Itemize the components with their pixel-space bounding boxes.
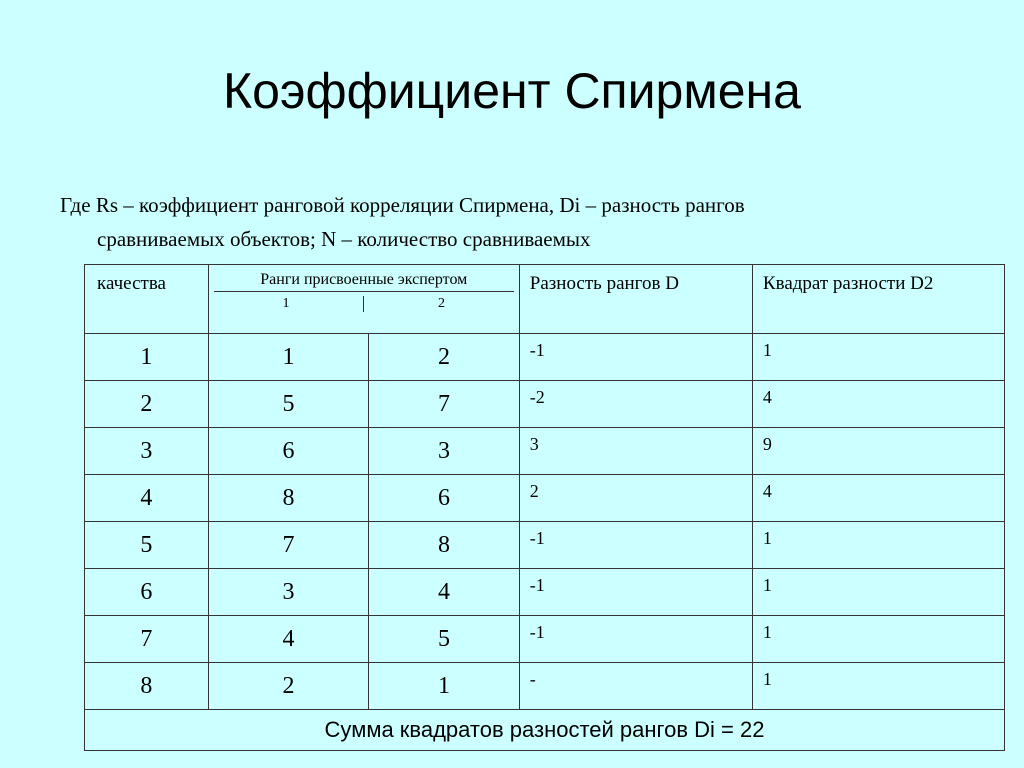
cell-square: 1: [752, 616, 1004, 663]
cell-rank-2: 7: [369, 381, 519, 428]
table-row: [85, 381, 1005, 428]
description: [60, 188, 960, 256]
cell-rank-1: 5: [208, 381, 369, 428]
cell-rank-2: 4: [369, 569, 519, 616]
header-expert-1: 1: [209, 296, 365, 312]
description-line-2: сравниваемых объектов; N – количество сравниваемых: [97, 227, 591, 251]
cell-rank-2: 6: [369, 475, 519, 522]
header-ranks-title: Ранги присвоенные экспертом: [214, 265, 514, 292]
cell-quality: 6: [85, 569, 209, 616]
table-header-row: [85, 265, 1005, 334]
cell-rank-1: 4: [208, 616, 369, 663]
table-row: [85, 475, 1005, 522]
slide-title: Коэффициент Спирмена: [223, 63, 801, 119]
header-diff: Разность рангов D: [519, 265, 752, 334]
cell-diff: -1: [519, 522, 752, 569]
cell-diff: -1: [519, 616, 752, 663]
header-quality: качества: [85, 265, 209, 334]
header-expert-2: 2: [438, 296, 446, 311]
description-line-1: Где Rs – коэффициент ранговой корреляции Спирмена, Di – разность рангов: [60, 193, 745, 217]
cell-quality: 5: [85, 522, 209, 569]
table-row: [85, 522, 1005, 569]
table-row: [85, 616, 1005, 663]
spearman-table: [84, 264, 1005, 751]
cell-rank-2: 1: [369, 663, 519, 710]
cell-diff: 2: [519, 475, 752, 522]
cell-square: 1: [752, 569, 1004, 616]
sum-text: Сумма квадратов разностей рангов Di = 22: [85, 710, 1005, 751]
cell-rank-1: 3: [208, 569, 369, 616]
cell-quality: 7: [85, 616, 209, 663]
cell-square: 1: [752, 522, 1004, 569]
cell-quality: 3: [85, 428, 209, 475]
cell-rank-2: 8: [369, 522, 519, 569]
cell-square: 1: [752, 334, 1004, 381]
cell-rank-1: 1: [208, 334, 369, 381]
table-row: [85, 334, 1005, 381]
header-ranks: [208, 265, 519, 334]
cell-quality: 2: [85, 381, 209, 428]
cell-rank-1: 2: [208, 663, 369, 710]
cell-diff: -1: [519, 569, 752, 616]
cell-diff: -1: [519, 334, 752, 381]
cell-quality: 4: [85, 475, 209, 522]
table-row: [85, 663, 1005, 710]
cell-square: 4: [752, 475, 1004, 522]
cell-rank-1: 8: [208, 475, 369, 522]
cell-rank-1: 6: [208, 428, 369, 475]
cell-diff: -: [519, 663, 752, 710]
cell-quality: 8: [85, 663, 209, 710]
sum-row: [85, 710, 1005, 751]
cell-square: 4: [752, 381, 1004, 428]
header-square: Квадрат разности D2: [752, 265, 1004, 334]
table-row: [85, 428, 1005, 475]
cell-diff: 3: [519, 428, 752, 475]
table-row: [85, 569, 1005, 616]
cell-rank-1: 7: [208, 522, 369, 569]
cell-rank-2: 3: [369, 428, 519, 475]
cell-square: 1: [752, 663, 1004, 710]
cell-quality: 1: [85, 334, 209, 381]
cell-square: 9: [752, 428, 1004, 475]
cell-rank-2: 2: [369, 334, 519, 381]
cell-rank-2: 5: [369, 616, 519, 663]
cell-diff: -2: [519, 381, 752, 428]
